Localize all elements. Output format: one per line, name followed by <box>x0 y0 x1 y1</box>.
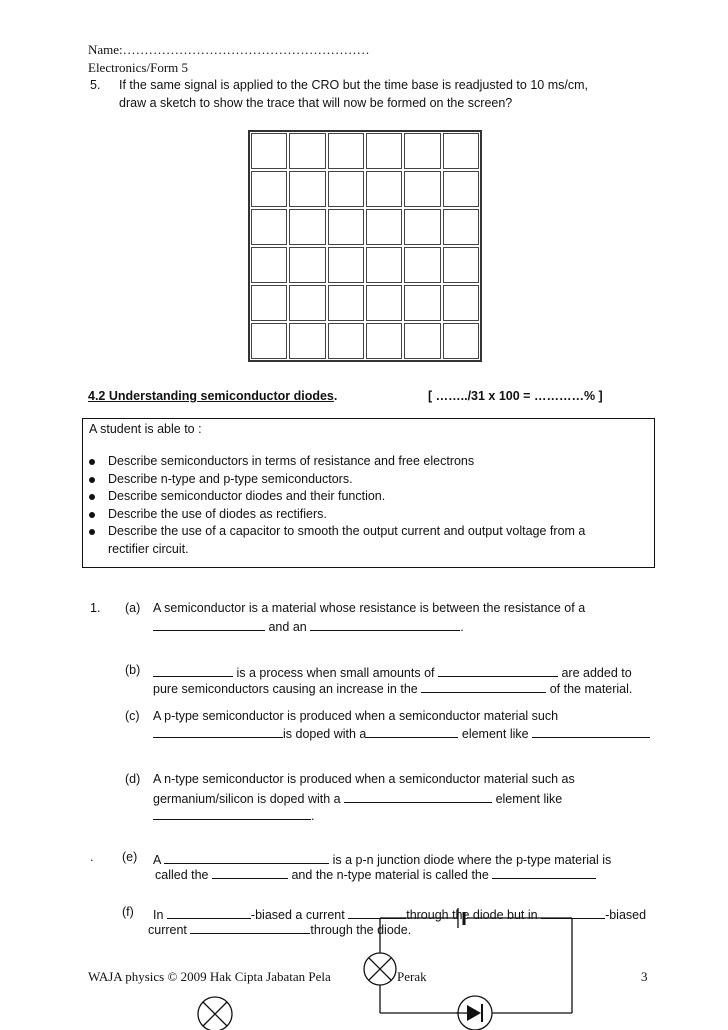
objective-item: Describe the use of diodes as rectifiers. <box>83 506 585 524</box>
q1-number: 1. <box>90 601 101 615</box>
q1e-label: (e) <box>122 850 138 864</box>
q1b-line-1: is a process when small amounts of are added to <box>153 663 632 680</box>
q5-line-1: If the same signal is applied to the CRO but the time base is readjusted to 10 ms/cm, <box>119 78 588 92</box>
objective-item: Describe semiconductors in terms of resistance and free electrons <box>83 453 585 471</box>
q1d-line-1: A n-type semiconductor is produced when a semiconductor material such as <box>153 772 575 786</box>
q5-line-2: draw a sketch to show the trace that will now be formed on the screen? <box>119 96 513 110</box>
q1a-label: (a) <box>125 601 141 615</box>
q1e-line-1: A is a p-n junction diode where the p-type material is <box>153 850 611 867</box>
objective-item: Describe n-type and p-type semiconductors. <box>83 471 585 489</box>
q1d-line-2: germanium/silicon is doped with a element like <box>153 789 562 806</box>
bullet-icon <box>89 529 95 535</box>
section-title-period: . <box>333 389 338 403</box>
answer-blank[interactable] <box>164 850 329 864</box>
answer-blank[interactable] <box>153 617 265 631</box>
answer-blank[interactable] <box>348 905 406 919</box>
answer-blank[interactable] <box>344 789 492 803</box>
q1a-line-2: and an . <box>153 617 464 634</box>
bullet-icon <box>89 512 95 518</box>
answer-blank[interactable] <box>541 905 605 919</box>
q1f-line-2: current through the diode. <box>148 920 411 937</box>
answer-blank[interactable] <box>310 617 460 631</box>
answer-blank[interactable] <box>190 920 310 934</box>
q1e-dot: . <box>90 850 94 864</box>
q1d-line-3: . <box>153 806 314 823</box>
section-title: 4.2 Understanding semiconductor diodes <box>88 389 334 403</box>
q1c-line-1: A p-type semiconductor is produced when a semiconductor material such <box>153 709 559 723</box>
q1a-line-1: A semiconductor is a material whose resistance is between the resistance of a <box>153 601 586 615</box>
q1f-line-1: In -biased a current through the diode but in -biased <box>153 905 646 922</box>
footer-state: Perak <box>397 969 427 984</box>
q1f-label: (f) <box>122 905 134 919</box>
name-line: Name:………………………………………………… <box>88 42 370 57</box>
bullet-icon <box>89 494 95 500</box>
answer-blank[interactable] <box>532 724 650 738</box>
objectives-box <box>82 418 655 568</box>
q1b-label: (b) <box>125 663 141 677</box>
footer-copyright: WAJA physics © 2009 Hak Cipta Jabatan Pela <box>88 969 331 984</box>
section-title-row <box>88 389 337 403</box>
answer-blank[interactable] <box>438 663 558 677</box>
answer-blank[interactable] <box>366 724 458 738</box>
answer-blank[interactable] <box>492 865 596 879</box>
answer-blank[interactable] <box>167 905 251 919</box>
cro-screen-grid <box>248 130 482 362</box>
answer-blank[interactable] <box>212 865 288 879</box>
score-line: [ ……../31 x 100 = …………% ] <box>428 389 603 403</box>
bulb-cross-icon <box>364 953 396 985</box>
objectives-list <box>83 453 585 558</box>
page-number: 3 <box>641 969 648 984</box>
q5-number: 5. <box>90 78 101 92</box>
q1e-line-2: called the and the n-type material is called the <box>155 865 596 882</box>
objective-item: Describe the use of a capacitor to smooth the output current and output voltage from a <box>83 523 585 541</box>
objectives-intro: A student is able to : <box>89 422 202 436</box>
q1c-label: (c) <box>125 709 140 723</box>
bullet-icon <box>89 477 95 483</box>
bullet-icon <box>89 459 95 465</box>
diode-icon <box>456 996 492 1030</box>
objective-item-continued: rectifier circuit. <box>108 541 189 556</box>
bulb-cross-icon <box>198 997 232 1030</box>
q1c-line-2: is doped with a element like <box>153 724 650 741</box>
q1b-line-2: pure semiconductors causing an increase in the of the material. <box>153 679 632 696</box>
answer-blank[interactable] <box>153 806 311 820</box>
objective-item: Describe semiconductor diodes and their function. <box>83 488 585 506</box>
answer-blank[interactable] <box>153 724 283 738</box>
q1d-label: (d) <box>125 772 141 786</box>
subject-line: Electronics/Form 5 <box>88 60 189 75</box>
answer-blank[interactable] <box>153 663 233 677</box>
answer-blank[interactable] <box>421 679 546 693</box>
